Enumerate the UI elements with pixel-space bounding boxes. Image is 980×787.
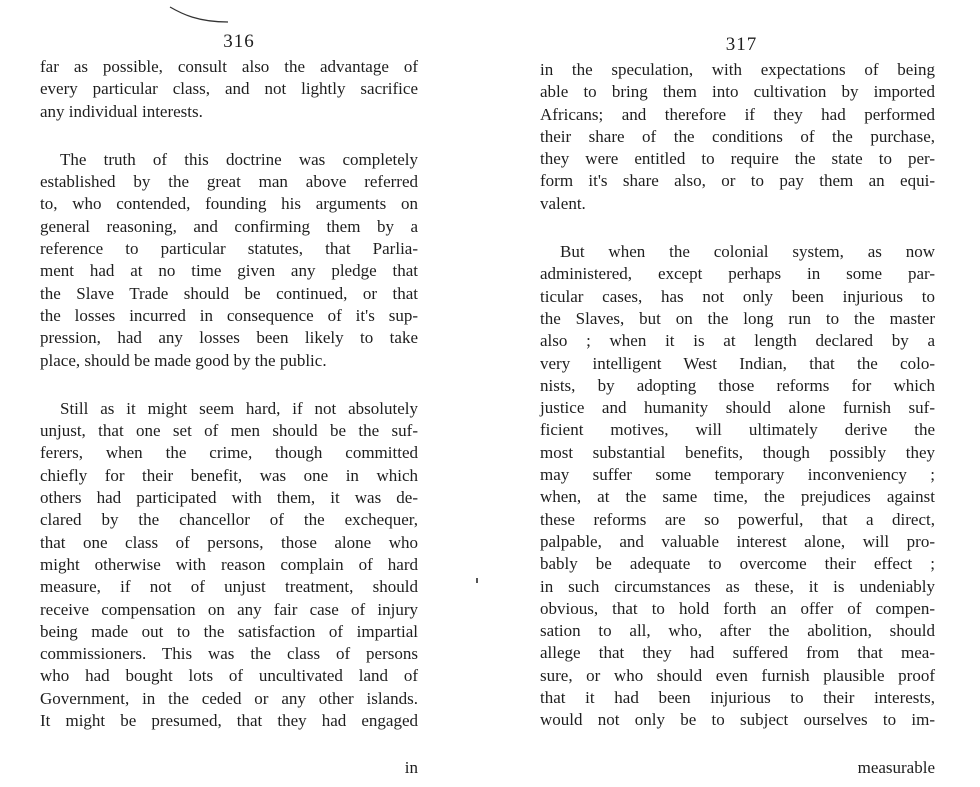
- text-line: sure, or who should even furnish plausible proof: [540, 665, 935, 685]
- text-line: justice and humanity should alone furnish suf-: [540, 398, 935, 418]
- text-line: to, who contended, founding his arguments on: [40, 194, 418, 214]
- text-line: may suffer some temporary inconveniency ;: [540, 465, 935, 485]
- text-line: The truth of this doctrine was completely: [60, 149, 418, 169]
- text-line: Government, in the ceded or any other islands.: [40, 688, 418, 708]
- text-line: who had bought lots of uncultivated land of: [40, 666, 418, 686]
- text-line: the losses incurred in consequence of it's sup-: [40, 305, 418, 325]
- text-line: commissioners. This was the class of persons: [40, 644, 418, 664]
- right-page: [540, 33, 935, 778]
- text-line: far as possible, consult also the advantage of: [40, 57, 418, 76]
- text-line: the Slave Trade should be continued, or that: [40, 283, 418, 303]
- text-line: general reasoning, and confirming them by a: [40, 216, 418, 236]
- catchword: in: [404, 758, 418, 778]
- text-line: others had participated with them, it was de-: [40, 488, 418, 508]
- text-line: most substantial benefits, though possibly they: [540, 442, 935, 462]
- text-line: Africans; and therefore if they had performed: [540, 104, 935, 124]
- page-body: [40, 56, 418, 732]
- text-line: ficient motives, will ultimately derive the: [540, 420, 935, 440]
- text-line: ferers, when the crime, though committed: [40, 443, 418, 463]
- text-line: they were entitled to require the state to per-: [540, 149, 935, 169]
- text-line: But when the colonial system, as now: [560, 242, 935, 262]
- paragraph: [40, 149, 418, 372]
- paragraph: [40, 56, 418, 123]
- text-line: ment had at no time given any pledge that: [40, 261, 418, 281]
- text-line: place, should be made good by the public.: [40, 350, 327, 370]
- text-line: might otherwise with reason complain of hard: [40, 554, 418, 574]
- text-line: that one class of persons, those alone who: [40, 532, 418, 552]
- text-line: in such circumstances as these, it is undeniably: [540, 576, 935, 596]
- text-line: able to bring them into cultivation by imported: [540, 82, 935, 102]
- left-page: [40, 30, 418, 778]
- text-line: obvious, that to hold forth an offer of compen-: [540, 598, 935, 618]
- text-line: being made out to the satisfaction of impartial: [40, 621, 418, 641]
- text-line: administered, except perhaps in some par-: [540, 264, 935, 284]
- text-line: in the speculation, with expectations of being: [540, 60, 935, 79]
- paragraph: [540, 241, 935, 732]
- text-line: that it had been injurious to their interests,: [540, 688, 935, 708]
- text-line: receive compensation on any fair case of injury: [40, 599, 418, 619]
- text-line: the Slaves, but on the long run to the master: [540, 308, 935, 328]
- page-number: 317: [725, 34, 758, 55]
- page-number: 316: [223, 31, 255, 52]
- text-line: these reforms are so powerful, that a direct,: [540, 509, 935, 529]
- paragraph: [540, 59, 935, 215]
- text-line: also ; when it is at length declared by a: [540, 331, 935, 351]
- paragraph: [40, 398, 418, 732]
- text-line: palpable, and valuable interest alone, will pro-: [540, 531, 935, 551]
- text-line: sation to all, who, after the abolition, should: [540, 621, 935, 641]
- text-line: clared by the chancellor of the exchequer,: [40, 510, 418, 530]
- text-line: unjust, that one set of men should be the suf-: [40, 421, 418, 441]
- text-line: when, at the same time, the prejudices against: [540, 487, 935, 507]
- text-line: measure, if not of unjust treatment, should: [40, 577, 418, 597]
- text-line: their share of the conditions of the purchase,: [540, 126, 935, 146]
- text-line: form it's share also, or to pay them an equi-: [540, 171, 935, 191]
- pen-flourish-mark: [168, 4, 238, 26]
- text-line: reference to particular statutes, that Parlia-: [40, 239, 418, 259]
- text-line: pression, had any losses been likely to take: [40, 328, 418, 348]
- margin-speck: [476, 578, 478, 583]
- page-body: [540, 59, 935, 732]
- text-line: would not only be to subject ourselves to im-: [540, 710, 935, 730]
- text-line: any individual interests.: [40, 101, 203, 121]
- text-line: very intelligent West Indian, that the colo-: [540, 353, 935, 373]
- text-line: established by the great man above referred: [40, 172, 418, 192]
- text-line: chiefly for their benefit, was one in which: [40, 465, 418, 485]
- text-line: Still as it might seem hard, if not absolutely: [60, 398, 418, 418]
- text-line: bably be adequate to overcome their effect ;: [540, 554, 935, 574]
- text-line: It might be presumed, that they had engaged: [40, 711, 418, 731]
- catchword: measurable: [857, 757, 935, 777]
- text-line: nists, by adopting those reforms for which: [540, 375, 935, 395]
- text-line: allege that they had suffered from that mea-: [540, 643, 935, 663]
- text-line: ticular cases, has not only been injurious to: [540, 286, 935, 306]
- text-line: every particular class, and not lightly sacrifice: [40, 79, 418, 99]
- text-line: valent.: [540, 193, 586, 213]
